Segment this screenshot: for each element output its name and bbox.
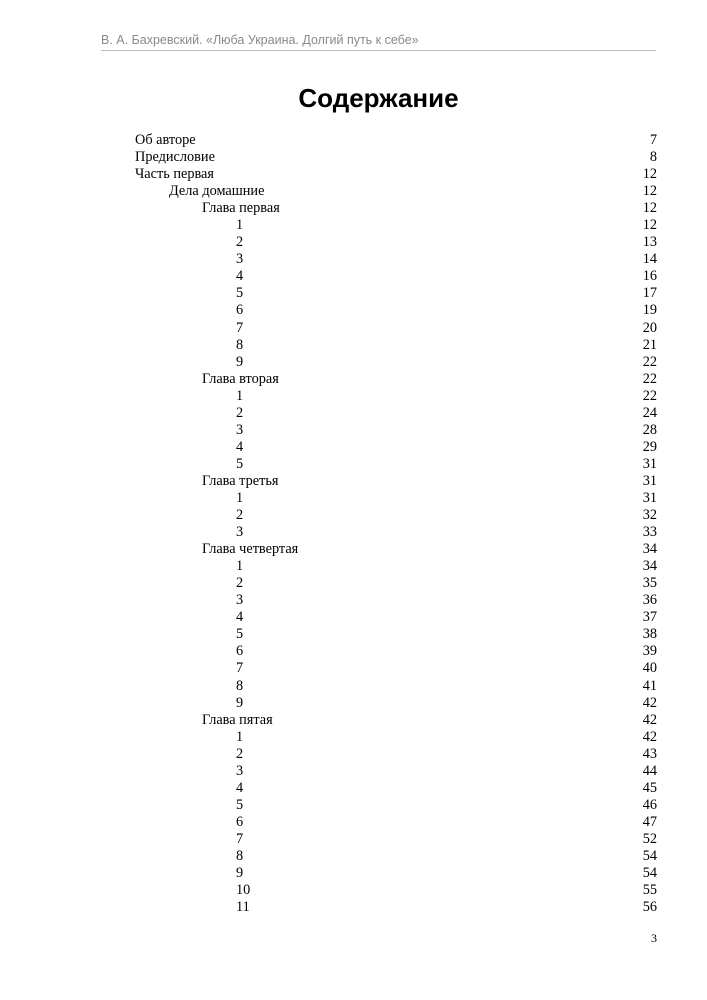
toc-entry-label: 8: [236, 677, 244, 694]
toc-entry[interactable]: [135, 814, 657, 831]
toc-entry-page: 43: [642, 745, 657, 762]
toc-entry-label: 3: [236, 421, 244, 438]
toc-entry-page: 38: [642, 626, 657, 643]
toc-entry[interactable]: [135, 609, 657, 626]
toc-entry-page: 42: [642, 728, 657, 745]
toc-entry-label: 3: [236, 592, 244, 609]
toc-entry-label: Глава вторая: [202, 370, 279, 387]
toc-entry-label: 8: [236, 847, 244, 864]
toc-entry-page: 37: [642, 609, 657, 626]
toc-entry-page: 8: [649, 149, 657, 166]
toc-entry-page: 28: [642, 421, 657, 438]
toc-entry[interactable]: [135, 320, 657, 337]
toc-entry-label: 4: [236, 438, 244, 455]
toc-entry-label: Глава третья: [202, 472, 279, 489]
toc-entry-page: 45: [642, 779, 657, 796]
toc-entry-label: Глава четвертая: [202, 541, 299, 558]
toc-entry[interactable]: [135, 643, 657, 660]
toc-entry-page: 7: [649, 132, 657, 148]
toc-entry-page: 56: [642, 899, 657, 916]
toc-entry[interactable]: [135, 848, 657, 865]
toc-entry-page: 20: [642, 319, 657, 336]
toc-entry-label: 1: [236, 558, 244, 575]
toc-entry-label: 8: [236, 336, 244, 353]
toc-entry-label: 5: [236, 285, 244, 302]
toc-entry-page: 32: [642, 507, 657, 524]
toc-entry-page: 47: [642, 813, 657, 830]
toc-entry-page: 35: [642, 575, 657, 592]
toc-entry-label: 4: [236, 779, 244, 796]
toc-entry-label: 2: [236, 507, 244, 524]
toc-entry[interactable]: [135, 882, 657, 899]
toc-entry[interactable]: [135, 337, 657, 354]
toc-entry-label: 2: [236, 234, 244, 251]
toc-entry-label: Глава пятая: [202, 711, 273, 728]
toc-entry[interactable]: [135, 268, 657, 285]
toc-entry-page: 31: [642, 472, 657, 489]
toc-entry-page: 12: [642, 200, 657, 217]
toc-entry[interactable]: [135, 132, 657, 149]
toc-entry-page: 17: [642, 285, 657, 302]
toc-entry[interactable]: [135, 166, 657, 183]
toc-entry[interactable]: [135, 354, 657, 371]
toc-entry[interactable]: [135, 558, 657, 575]
toc-entry-page: 14: [642, 251, 657, 268]
toc-entry[interactable]: [135, 831, 657, 848]
page-title: Содержание: [298, 83, 459, 113]
toc-entry-label: 9: [236, 865, 244, 882]
toc-entry-page: 22: [642, 387, 657, 404]
toc-entry-label: 4: [236, 609, 244, 626]
toc-entry[interactable]: [135, 695, 657, 712]
toc-entry[interactable]: [135, 388, 657, 405]
toc-entry-label: 2: [236, 404, 244, 421]
toc-entry-label: 1: [236, 217, 244, 234]
toc-entry-label: 1: [236, 387, 244, 404]
toc-entry-label: 5: [236, 796, 244, 813]
toc-entry-label: 2: [236, 575, 244, 592]
toc-entry-label: Глава первая: [202, 200, 280, 217]
toc-entry[interactable]: [135, 678, 657, 695]
page-number: 3: [651, 931, 657, 945]
toc-entry[interactable]: [135, 251, 657, 268]
toc-entry[interactable]: [135, 200, 657, 217]
toc-entry-label: 11: [236, 899, 250, 916]
toc-entry-page: 39: [642, 643, 657, 660]
toc-entry-page: 46: [642, 796, 657, 813]
toc-entry[interactable]: [135, 302, 657, 319]
toc-entry[interactable]: [135, 575, 657, 592]
toc-entry-page: 31: [642, 455, 657, 472]
toc-entry[interactable]: [135, 422, 657, 439]
toc-entry-page: 41: [642, 677, 657, 694]
toc-entry-page: 22: [642, 370, 657, 387]
toc-entry-label: 9: [236, 353, 244, 370]
toc-entry[interactable]: [135, 285, 657, 302]
toc-entry-label: 4: [236, 268, 244, 285]
toc-entry-page: 42: [642, 694, 657, 711]
toc-entry[interactable]: [135, 524, 657, 541]
toc-entry[interactable]: [135, 865, 657, 882]
toc-entry-page: 36: [642, 592, 657, 609]
toc-entry-page: 31: [642, 489, 657, 506]
toc-entry[interactable]: [135, 899, 657, 916]
toc-entry-page: 21: [642, 336, 657, 353]
running-header: В. А. Бахревский. «Люба Украина. Долгий путь к себе»: [101, 33, 419, 47]
toc-entry-page: 44: [642, 762, 657, 779]
toc-entry-label: 6: [236, 302, 244, 319]
toc-entry[interactable]: [135, 490, 657, 507]
toc-entry[interactable]: [135, 729, 657, 746]
toc-entry[interactable]: [135, 473, 657, 490]
toc-entry-page: 12: [642, 217, 657, 234]
toc-entry-label: 1: [236, 489, 244, 506]
toc-entry-label: Дела домашние: [169, 183, 265, 200]
toc-entry[interactable]: [135, 405, 657, 422]
toc-entry[interactable]: [135, 456, 657, 473]
toc-entry[interactable]: [135, 797, 657, 814]
toc-entry[interactable]: [135, 149, 657, 166]
toc-entry-page: 24: [642, 404, 657, 421]
toc-entry[interactable]: [135, 626, 657, 643]
header-divider: [101, 50, 656, 51]
toc-entry[interactable]: [135, 541, 657, 558]
toc-entry-label: 7: [236, 319, 244, 336]
toc-entry-label: 1: [236, 728, 244, 745]
toc-entry-label: 5: [236, 455, 244, 472]
toc-entry[interactable]: [135, 371, 657, 388]
toc-entry-page: 19: [642, 302, 657, 319]
toc-entry-page: 52: [642, 830, 657, 847]
toc-entry-page: 42: [642, 711, 657, 728]
toc-entry-page: 55: [642, 882, 657, 899]
toc-entry-label: 6: [236, 643, 244, 660]
toc-entry-page: 54: [642, 865, 657, 882]
toc-entry-page: 40: [642, 660, 657, 677]
toc-entry-page: 12: [642, 166, 657, 183]
toc-entry[interactable]: [135, 763, 657, 780]
toc-entry[interactable]: [135, 217, 657, 234]
toc-entry[interactable]: [135, 746, 657, 763]
toc-entry[interactable]: [135, 234, 657, 251]
toc-entry[interactable]: [135, 507, 657, 524]
toc-entry[interactable]: [135, 592, 657, 609]
toc-entry-page: 12: [642, 183, 657, 200]
toc-entry[interactable]: [135, 439, 657, 456]
toc-entry-page: 22: [642, 353, 657, 370]
toc-entry-page: 13: [642, 234, 657, 251]
toc-entry[interactable]: [135, 780, 657, 797]
toc-entry-page: 16: [642, 268, 657, 285]
toc-entry-label: 3: [236, 251, 244, 268]
toc-entry[interactable]: [135, 712, 657, 729]
toc-entry-label: Об авторе: [135, 132, 196, 148]
table-of-contents: [135, 132, 657, 916]
toc-entry[interactable]: [135, 183, 657, 200]
toc-entry[interactable]: [135, 660, 657, 677]
toc-entry-label: 6: [236, 813, 244, 830]
toc-entry-label: 9: [236, 694, 244, 711]
toc-entry-page: 34: [642, 558, 657, 575]
toc-entry-label: 10: [236, 882, 251, 899]
toc-entry-label: 2: [236, 745, 244, 762]
toc-entry-label: 3: [236, 762, 244, 779]
toc-entry-label: 7: [236, 660, 244, 677]
toc-entry-page: 34: [642, 541, 657, 558]
toc-entry-page: 29: [642, 438, 657, 455]
toc-entry-label: Часть первая: [135, 166, 214, 183]
toc-entry-label: Предисловие: [135, 149, 215, 166]
toc-entry-label: 3: [236, 524, 244, 541]
toc-entry-label: 5: [236, 626, 244, 643]
toc-entry-page: 54: [642, 847, 657, 864]
toc-entry-page: 33: [642, 524, 657, 541]
toc-entry-label: 7: [236, 830, 244, 847]
